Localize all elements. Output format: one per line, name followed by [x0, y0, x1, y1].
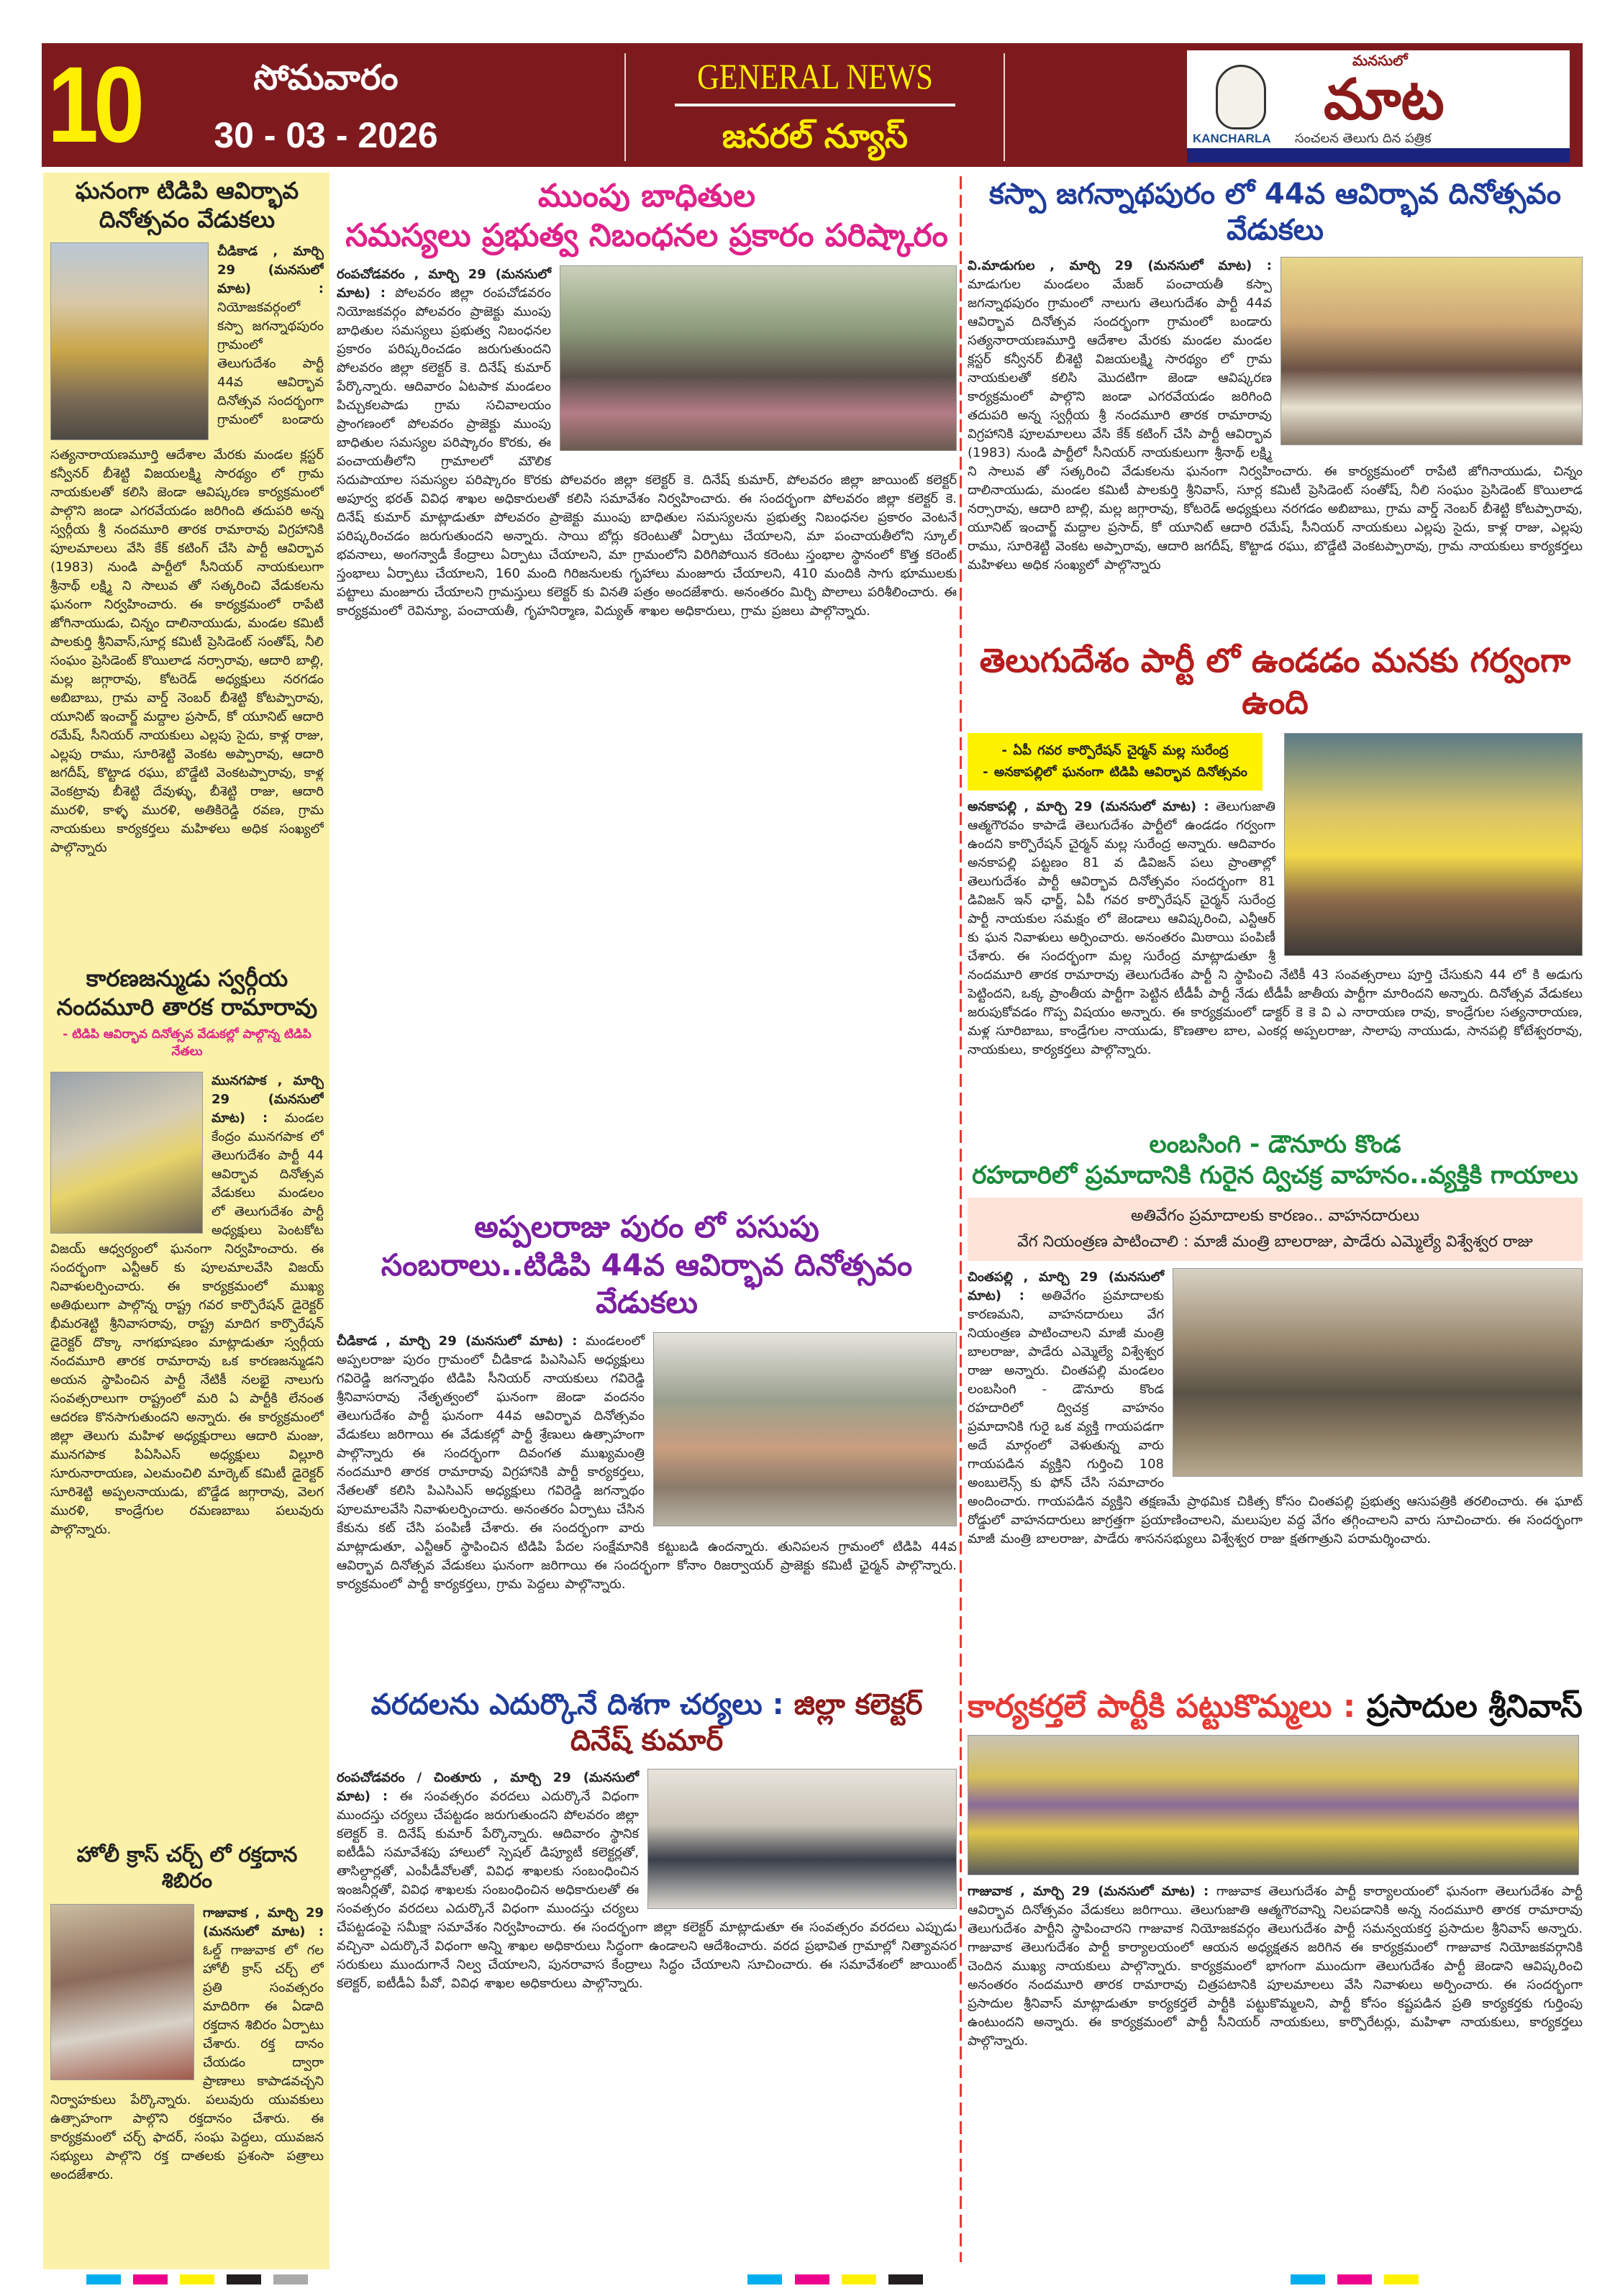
- color-swatch: [842, 2274, 876, 2284]
- print-registration-bar: [0, 2266, 1615, 2294]
- color-swatch: [180, 2274, 214, 2284]
- masthead: [42, 43, 1583, 167]
- issue-date: 30 - 03 - 2026: [214, 115, 438, 155]
- article-flood-victims: [337, 176, 957, 1194]
- headline-part-1: కార్యకర్తలే పార్టీకి పట్టుకొమ్మలు :: [968, 1688, 1356, 1725]
- section-title-telugu: జనరల్ న్యూస్: [722, 117, 909, 155]
- article-workers-backbone: [968, 1687, 1583, 2262]
- subheadline: - టిడిపి ఆవిర్భావ దినోత్సవ వేడుకల్లో పాల్గొన్న టిడిపి నేతలు: [63, 1027, 311, 1059]
- quote-line: అతివేగం ప్రమాదాలకు కారణం.. వాహనదారులు: [1130, 1207, 1419, 1225]
- logo-bar: [1187, 148, 1570, 163]
- article-bike-accident: [968, 1129, 1583, 1676]
- divider: [675, 104, 955, 106]
- column-separator: [960, 176, 962, 2262]
- logo-title: మాట: [1324, 68, 1445, 132]
- weekday: సోమవారం: [253, 58, 399, 98]
- dateline: రంపచోడవరం / చింతూరు , మార్చి 29 (మనసులో మాట) :: [337, 1770, 639, 1804]
- headline: హోలీ క్రాస్ చర్చ్ లో రక్తదాన శిబిరం: [76, 1842, 298, 1893]
- article-body: గాజువాక తెలుగుదేశం పార్టీ కార్యాలయంలో ఘనంగా తెలుగుదేశం పార్టీ ఆవిర్భావ దినోత్సవం వేడుకలు జరిగాయి. తెలుగుజాతి ఆత్మగౌరవాన్ని నిలపడానికి అన్న నందమూరి తారక రామారావు తెలుగుదేశం పార్టీని స్థాపించారని గాజువాక నియోజకవర్గం తెలుగుదేశం పార్టీ సమన్వయకర్త ప్రసాదుల శ్రీనివాస్ అన్నారు. గాజువాక తెలుగుదేశం పార్టీ కార్యాలయంలో ఆయన అధ్యక్షతన జరిగిన ఈ కార్యక్రమంలో గాజువాక నియోజకవర్గానికి చెందిన ముఖ్య నాయకులు పాల్గొన్నారు. కార్యక్రమంలో భాగంగా ముందుగా తెలుగుదేశం పార్టీ జెండాని ఆవిష్కరించి అనంతరం నందమూరి తారక రామారావు చిత్రపటానికి పూలమాలలు వేసి నివాళులు అర్పించారు. ఈ సందర్భంగా ప్రసాదుల శ్రీనివాస్ మాట్లాడుతూ కార్యకర్తలే పార్టీకి పట్టుకొమ్మలని, పార్టీ కోసం కష్టపడిన ప్రతి కార్యకర్తకు గుర్తింపు ఉంటుందని అన్నారు. ఈ కార్యక్రమంలో పార్టీ సీనియర్ నాయకులు, కార్పొరేటర్లు, మహిళా నాయకులు, కార్యకర్తలు పాల్గొన్నారు.: [968, 1884, 1583, 2049]
- color-swatch: [273, 2274, 308, 2284]
- article-body: ఈ సంవత్సరం వరదలు ఎదుర్కొనే విధంగా ముందస్తు చర్యలు చేపట్టడం జరుగుతుందని పోలవరం జిల్లా కలెక్టర్ కె. దినేష్ కుమార్ పేర్కొన్నారు. ఆదివారం స్థానిక ఐటీడీఏ సమావేశపు హాలులో స్పెషల్ డిప్యూటీ కలెక్టర్లతో, తాసిల్దార్లతో, ఎంపీడీవోలతో, వివిధ శాఖలకు సంబంధించిన ఇంజనీర్లతో, వివిధ శాఖలకు సంబంధించిన అధికారులతో ఈ సంవత్సరం వరదలు ఎదుర్కొనే విధంగా ముందస్తు చర్యలు చేపట్టడంపై సమీక్షా సమావేశం నిర్వహించారు. ఈ సందర్భంగా జిల్లా కలెక్టర్ మాట్లాడుతూ ఈ సంవత్సరం వరదలు ఎప్పుడు వచ్చినా ఎదుర్కొనే విధంగా అన్ని శాఖల అధికారులు సిద్ధంగా ఉండాలని ఆదేశించారు. వరద ప్రభావిత గ్రామాల్లో నిత్యావసర సరుకులు ముందుగానే నిల్వ చేయాలని, పునరావాస కేంద్రాలు సిద్ధం చేయాలని సూచించారు. ఈ సమావేశంలో జాయింట్ కలెక్టర్, ఐటీడీఏ పీవో, వివిధ శాఖల అధికారులు పాల్గొన్నారు.: [337, 1789, 957, 1991]
- color-swatch: [86, 2274, 121, 2284]
- accident-site-photo: [1173, 1268, 1583, 1477]
- headline-line-1: లంబసింగి - డౌనూరు కొండ: [1149, 1130, 1401, 1159]
- divider: [624, 53, 626, 161]
- color-swatch: [1291, 2274, 1325, 2284]
- article-body: మండల కేంద్రం మునగపాక లో తెలుగుదేశం పార్టీ 44 ఆవిర్భావ దినోత్సవ వేడుకలు మండలం లో తెలుగుదేశం పార్టీ అధ్యక్షులు పెంటకోట విజయ్ ఆధ్వర్యంలో ఘనంగా నిర్వహించారు. ఈ సందర్భంగా ఎన్టీఆర్ కు పూలమాలవేసి విజయ్ నివాళులర్పించారు. ఈ కార్యక్రమంలో ముఖ్య అతిథులుగా పాల్గొన్న రాష్ట్ర గవర కార్పొరేషన్ డైరెక్టర్ భీమరశెట్టి శ్రీనివాసరావు, రాష్ట్ర మాదిగ కార్పొరేషన్ డైరెక్టర్ దొక్కా నాగభూషణం మాట్లాడుతూ స్వర్గీయ నందమూరి తారక రామారావు ఒక కారణజన్ముడని అయన స్థాపించిన పార్టీ నేటికీ నలభై నాలుగు సంవత్సరాలుగా రాష్ట్రంలో మరి ఏ పార్టీకి లేనంత ఆదరణ కొనసాగుతుందని అన్నారు. ఈ కార్యక్రమంలో జిల్లా తెలుగు మహిళ అధ్యక్షురాలు ఆదారి మంజు, మునగపాక పిఏసిఎస్ అధ్యక్షులు విల్లూరి సూరునారాయణ, ఎలమంచిలి మార్కెట్ కమిటీ డైరెక్టర్ సూరిశెట్టి అప్పలనాయుడు, బొడ్డేడ జగ్గారావు, వెలగ మురళి, కాండ్రేగుల రమణబాబు పలువురు పాల్గొన్నారు.: [50, 1111, 324, 1537]
- dateline: అనకాపల్లి , మార్చి 29 (మనసులో మాట) :: [968, 799, 1209, 814]
- headline: తెలుగుదేశం పార్టీ లో ఉండడం మనకు గర్వంగా ఉంది: [979, 641, 1571, 721]
- article-flood-preparedness: [337, 1687, 957, 2262]
- ntr-tribute-photo: [1284, 733, 1583, 956]
- color-swatch: [133, 2274, 168, 2284]
- headline-line-2: రహదారిలో ప్రమాదానికి గురైన ద్విచక్ర వాహనం..వ్యక్తికి గాయాలు: [972, 1160, 1578, 1190]
- logo-tagline: సంచలన తెలుగు దిన పత్రిక: [1295, 131, 1432, 146]
- headline-line-2: సమస్యలు ప్రభుత్వ నిబంధనల ప్రకారం పరిష్కారం: [345, 217, 948, 254]
- highlight: - అనకాపల్లిలో ఘనంగా టిడిపి ఆవిర్భావ దినోత్సవం: [983, 765, 1247, 780]
- headline-line-1: అప్పలరాజు పురం లో పసుపు: [474, 1209, 819, 1244]
- color-swatch: [1337, 2274, 1372, 2284]
- headline-line-2: సంబరాలు..టిడిపి 44వ ఆవిర్భావ దినోత్సవం వేడుకలు: [381, 1247, 913, 1320]
- dateline: చీడికాడ , మార్చి 29 (మనసులో మాట) :: [217, 244, 324, 296]
- article-body: పోలవరం జిల్లా రంపచోడవరం నియోజకవర్గం పోలవరం ప్రాజెక్టు ముంపు బాధితుల సమస్యలు ప్రభుత్వ నిబంధనల ప్రకారం పరిష్కరించడం జరుగుతుందని పోలవరం జిల్లా కలెక్టర్ కె. దినేష్ కుమార్ పేర్కొన్నారు. ఆదివారం ఏటపాక మండలం పిచ్చుకలపాడు గ్రామ సచివాలయం ప్రాంగణంలో పోలవరం ప్రాజెక్టు ముంపు బాధితుల సమస్యల పరిష్కారం కొరకు, ఈ పంచాయతీలోని గ్రామాలలో మౌలిక సదుపాయాల సమస్యల పరిష్కారం కొరకు పోలవరం జిల్లా కలెక్టర్ కె. దినేష్ కుమార్, పోలవరం జిల్లా జాయింట్ కలెక్టర్ అపూర్వ భరత్ వివిధ శాఖల అధికారులతో కలిసి సమావేశం నిర్వహించారు. ఈ సందర్భంగా పోలవరం జిల్లా కలెక్టర్ కె. దినేష్ కుమార్ మాట్లాడుతూ పోలవరం ప్రాజెక్టు ముంపు బాధితుల సమస్యలను ప్రభుత్వ నిబంధనల ప్రకారం వెంటనే పరిష్కరించడం జరుగుతుందని అన్నారు. సాయి బోర్లు కరెంటుతో ఏర్పాటు చేయాలని, మా పంచాయతీలోని స్కూల్ భవనాలు, అంగన్వాడీ కేంద్రాలు ఏర్పాటు చేయాలని, మా గ్రామంలోని విరిగిపోయిన కరెంటు స్తంభాల స్థానంలో కొత్త కరెంట్ స్తంభాలు ఏర్పాటు చేయాలని, 160 మంది గిరిజనులకు గృహాలు మంజూరు చేయాలని, 410 మందికి సాగు భూములకు పట్టాలు మంజూరు చేయాలని గ్రామస్తులు కలెక్టర్ కు వినతి పత్రం అందజేశారు. అనంతరం మిర్చి పొలాలు పరిశీలించారు. ఈ కార్యక్రమంలో రెవిన్యూ, పంచాయతీ, గృహనిర్మాణ, విద్యుత్ శాఖల అధికారులు, గ్రామ ప్రజలు పాల్గొన్నారు.: [337, 286, 957, 619]
- color-swatch: [795, 2274, 829, 2284]
- article-body: మాడుగుల మండలం మేజర్ పంచాయతీ కస్పా జగన్నాథపురం గ్రామంలో నాలుగు తెలుగుదేశం పార్టీ 44వ ఆవిర్భావ దినోత్సవ సందర్భంగా గ్రామంలో బండారు సత్యనారాయణమూర్తి ఆదేశాల మేరకు మండల మండల క్లస్టర్ కన్వీనర్ బీశెట్టి విజయలక్ష్మి సారథ్యం లో గ్రామ నాయకులతో కలిసి మొదటిగా జెండా ఆవిష్కరణ కార్యక్రమంలో పాల్గొని జండా ఎగరవేయడం జరిగింది తదుపరి అన్న స్వర్గీయ శ్రీ నందమూరి తారక రామారావు విగ్రహానికి పూలమాలలు వేసి కేక్ కటింగ్ చేసి పార్టీ ఆవిర్భావ (1983) నుండి పార్టీలో సీనియర్ నాయకులుగా శ్రీనాథ్ లక్ష్మి ని సాలువ తో సత్కరించి వేడుకలను ఘనంగా నిర్వహించారు. ఈ కార్యక్రమంలో రాపేటి జోగినాయుడు, చిన్నం దాలినాయుడు, మండల కమిటీ పాలకుర్తి శ్రీనివాస్, సూర్ల కమిటీ ప్రెసిడెంట్ సంతోష్, నీలి సంఘం ప్రెసిడెంట్ కొయిలాడ నర్సారావు, ఆదారి బాల్లి, మల్ల జగ్గారావు, కోటరెడ్ అధ్యక్షులు నరగడం అబిబాబు, గ్రామ వార్డ్ నెంబర్ బీశెట్టి కోటప్పారావు, యూనిట్ ఇంచార్జ్ మద్దాల ప్రసాద్, కో యూనిట్ ఆదారి రమేష్, సీనియర్ నాయకులు ఎల్లపు సైదు, కాళ్ల రాజు, ఎల్లపు రాము, సూరిశెట్టి వెంకట అప్పారావు, ఆదారి జగదీష్, కొట్టాడ రఘు, బొడ్డేటి వెంకటప్పారావు, గ్రామ నాయకులు కార్యకర్తలు మహిళలు అధిక సంఖ్యలో పాల్గొన్నారు: [968, 277, 1583, 573]
- article-body: అతివేగం ప్రమాదాలకు కారణమని, వాహనదారులు వేగ నియంత్రణ పాటించాలని మాజీ మంత్రి బాలరాజు, పాడేరు ఎమ్మెల్యే విశ్వేశ్వర రాజు అన్నారు. చింతపల్లి మండలం లంబసింగి - డౌనూరు కొండ రహదారిలో ద్విచక్ర వాహనం ప్రమాదానికి గురై ఒక వ్యక్తి గాయపడగా అదే మార్గంలో వెళుతున్న వారు గాయపడిన వ్యక్తిని గుర్తించి 108 అంబులెన్స్ కు ఫోన్ చేసి సమాచారం అందించారు. గాయపడిన వ్యక్తిని తక్షణమే ప్రాథమిక చికిత్స కోసం చింతపల్లి ప్రభుత్వ ఆసుపత్రికి తరలించారు. ఈ ఘాట్ రోడ్డులో వాహనదారులు జాగ్రత్తగా ప్రయాణించాలని, మలుపుల వద్ద వేగం తగ్గించాలని వారు సూచించారు. ఈ సందర్భంగా మాజీ మంత్రి బాలరాజు, పాడేరు శాసనసభ్యులు విశ్వేశ్వర రాజు క్షతగాత్రుని పరామర్శించారు.: [968, 1288, 1583, 1546]
- color-swatch: [227, 2274, 261, 2284]
- article-kaspa-jagannathapuram: [968, 176, 1583, 629]
- review-meeting-photo: [647, 1769, 957, 1909]
- headline: ఘనంగా టిడిపి ఆవిర్భావ దినోత్సవం వేడుకలు: [75, 177, 299, 233]
- dateline: చింతపల్లి , మార్చి 29 (మనసులో మాట) :: [968, 1270, 1164, 1303]
- dateline: గాజువాక , మార్చి 29 (మనసులో మాట) :: [968, 1884, 1209, 1899]
- article-proud-in-tdp: [968, 640, 1583, 1115]
- color-swatch: [747, 2274, 782, 2284]
- logo-brand: KANCHARLA: [1193, 132, 1271, 145]
- highlights-box: [968, 733, 1263, 791]
- celebration-photo: [1280, 257, 1583, 445]
- ntr-statue-photo: [50, 1072, 203, 1234]
- party-office-photo: [968, 1735, 1579, 1875]
- newspaper-logo: [1187, 50, 1570, 163]
- ntr-statue-photo: [50, 242, 209, 440]
- blood-donation-photo: [50, 1904, 194, 2080]
- founder-portrait-icon: [1216, 65, 1266, 129]
- article-body: నియోజకవర్గంలో కస్పా జగన్నాథపురం గ్రామంలో తెలుగుదేశం పార్టీ 44వ ఆవిర్భావ దినోత్సవ సందర్భంగా గ్రామంలో బండారు సత్యనారాయణమూర్తి ఆదేశాల మేరకు మండల క్లస్టర్ కన్వీనర్ బీశెట్టి విజయలక్ష్మి సారథ్యం లో గ్రామ నాయకులతో కలిసి జెండా ఆవిష్కరణ కార్యక్రమంలో పాల్గొని జండా ఎగరవేయడం జరిగింది తదుపరి అన్న స్వర్గీయ శ్రీ నందమూరి తారక రామారావు విగ్రహానికి పూలమాలలు వేసి కేక్ కటింగ్ చేసి పార్టీ ఆవిర్భావ (1983) నుండి పార్టీలో సీనియర్ నాయకులుగా శ్రీనాథ్ లక్ష్మి ని సాలువ తో సత్కరించి వేడుకలను ఘనంగా నిర్వహించారు. ఈ కార్యక్రమంలో రాపేటి జోగినాయుడు, చిన్నం దాలినాయుడు, మండల కమిటీ పాలకుర్తి శ్రీనివాస్,సూర్ల కమిటీ ప్రెసిడెంట్ సంతోష్, నీలి సంఘం ప్రెసిడెంట్ కొయిలాడ నర్సారావు, ఆదారి బాల్లి, మల్ల జగ్గారావు, కోటరెడ్ అధ్యక్షులు నరగడం అబిబాబు, గ్రామ వార్డ్ నెంబర్ బీశెట్టి కోటప్పారావు, యూనిట్ ఇంచార్జ్ మద్దాల ప్రసాద్, కో యూనిట్ ఆదారి రమేష్, సీనియర్ నాయకులు ఎల్లపు సైదు, కాళ్ల రాజు, ఎల్లపు రాము, సూరిశెట్టి వెంకట అప్పారావు, ఆదారి జగదీష్, కొట్టాడ రఘు, బొడ్డేటి వెంకటప్పారావు, కాళ్ల వెంకట్రావు బీశెట్టి దేవుళ్ళు, బీశెట్టి రాజు, ఆదారి మురళి, కాళ్ళ మురళి, అతికిరెడ్డి రవణ, గ్రామ నాయకులు కార్యకర్తలు మహిళలు అధిక సంఖ్యలో పాల్గొన్నారు: [50, 300, 324, 855]
- dateline: గాజువాక , మార్చి 29 (మనసులో మాట) :: [203, 1905, 324, 1939]
- quote-box: [968, 1198, 1583, 1261]
- collector-meeting-photo: [560, 265, 957, 451]
- article-body: మండలంలో అప్పలరాజు పురం గ్రామంలో చీడికాడ పిఎసిఎస్ అధ్యక్షులు గవిరెడ్డి జగన్నాథం టిడిపి సీనియర్ నాయకులు గవిరెడ్డి శ్రీనివాసరావు నేతృత్వంలో ఘనంగా జెండా వందనం తెలుగుదేశం పార్టీ ఘనంగా 44వ ఆవిర్భావ దినోత్సవం వేడుకలు జరిగాయి ఈ వేడుకల్లో పార్టీ శ్రేణులు ఉత్సాహంగా పాల్గొన్నారు ఈ సందర్భంగా దివంగత ముఖ్యమంత్రి నందమూరి తారక రామారావు విగ్రహానికి పార్టీ కార్యకర్తలు, నేతలతో కలిసి పిఎసిఎస్ అధ్యక్షులు గవిరెడ్డి జగన్నాథం పూలమాలవేసి నివాళులర్పించారు. అనంతరం ఏర్పాటు చేసిన కేకును కట్ చేసి పంపిణీ చేశారు. ఈ సందర్భంగా వారు మాట్లాడుతూ, ఎన్టీఆర్ స్థాపించిన టిడిపి పేదల సంక్షేమానికి కట్టుబడి ఉందన్నారు. తునిపలన గ్రామంలో టిడిపి 44వ ఆవిర్భావ దినోత్సవ వేడుకలు ఘనంగా జరిగాయి ఈ సందర్భంగా కోనాం రిజర్వాయర్ ప్రాజెక్టు కమిటీ ఛైర్మన్ పాల్గొన్నారు. కార్యక్రమంలో పార్టీ కార్యకర్తలు, గ్రామ పెద్దలు పాల్గొన్నారు.: [337, 1333, 957, 1592]
- dateline: రంపచోడవరం , మార్చి 29 (మనసులో మాట) :: [337, 267, 551, 301]
- color-swatch: [888, 2274, 923, 2284]
- article-tdp-formation-day: [50, 176, 324, 953]
- logo-prefix: మనసులో: [1352, 52, 1408, 69]
- section-title-english: GENERAL NEWS: [697, 56, 933, 96]
- article-body: ఓల్డ్ గాజువాక లో గల హోలీ క్రాస్ చర్చ్ లో ప్రతి సంవత్సరం మాదిరిగా ఈ ఏడాది రక్తదాన శిబిరం ఏర్పాటు చేశారు. రక్త దానం చేయడం ద్వారా ప్రాణాలు కాపాడవచ్చని నిర్వాహకులు పేర్కొన్నారు. పలువురు యువకులు ఉత్సాహంగా పాల్గొని రక్తదానం చేశారు. ఈ కార్యక్రమంలో చర్చ్ ఫాదర్, సంఘ పెద్దలు, యువజన సభ్యులు పాల్గొని రక్త దాతలకు ప్రశంసా పత్రాలు అందజేశారు.: [50, 1942, 324, 2182]
- headline-part-1: వరదలను ఎదుర్కొనే దిశగా చర్యలు :: [370, 1688, 784, 1721]
- quote-line: వేగ నియంత్రణ పాటించాలి : మాజీ మంత్రి బాలరాజు, పాడేరు ఎమ్మెల్యే విశ్వేశ్వర రాజు: [1017, 1233, 1533, 1251]
- headline: కస్పా జగన్నాథపురం లో 44వ ఆవిర్భావ దినోత్సవం వేడుకలు: [989, 178, 1561, 247]
- headline-line-1: ముంపు బాధితుల: [537, 178, 756, 214]
- page-number: 10: [47, 44, 140, 165]
- highlight: - ఏపీ గవర కార్పొరేషన్ చైర్మన్ మల్ల సురేంద్ర: [1001, 743, 1229, 758]
- divider: [1004, 53, 1005, 161]
- article-body: తెలుగుజాతి ఆత్మగౌరవం కాపాడే తెలుగుదేశం పార్టీలో ఉండడం గర్వంగా ఉందని కార్పొరేషన్ చైర్మన్ మల్ల సురేంద్ర అన్నారు. ఆదివారం అనకాపల్లి పట్టణం 81 వ డివిజన్ పలు ప్రాంతాల్లో తెలుగుదేశం పార్టీ ఆవిర్భావ దినోత్సవం సందర్భంగా 81 డివిజన్ ఇన్ ఛార్జ్, ఏపీ గవర కార్పొరేషన్ చైర్మన్ సురేంద్ర పార్టీ నాయకుల సమక్షం లో జెండాలు ఆవిష్కరించి, ఎన్టీఆర్ కు ఘన నివాళులు అర్పించారు. అనంతరం మిఠాయి పంపిణీ చేశారు. ఈ సందర్భంగా మల్ల సురేంద్ర మాట్లాడుతూ శ్రీ నందమూరి తారక రామారావు తెలుగుదేశం పార్టీ ని స్థాపించి నేటికీ 43 సంవత్సరాలు పూర్తి చేసుకుని 44 లో కి అడుగు పెట్టిందని, ఒక్క ప్రాంతీయ పార్టీగా పెట్టిన టీడీపీ పార్టీ నేడు టీడీపీ జాతీయ పార్టీగా మారిందని అన్నారు. దినోత్సవ వేడుకలు జరుపుకోవడం గొప్ప విషయం అన్నారు. ఈ కార్యక్రమంలో డాక్టర్ కె కె వి ఎ నారాయణ రావు, కాండ్రేగుల సత్యనారాయణ, మళ్ల సూరిబాబు, కాండ్రేగుల నాయుడు, కొణతాల బాల, ఎంకర్ల అప్పలరాజు, సాలాపు నాయుడు, సానపల్లి కోటేశ్వరరావు, నాయకులు, కార్యకర్తలు పాల్గొన్నారు.: [968, 799, 1583, 1057]
- dateline: మునగపాక , మార్చి 29 (మనసులో మాట) :: [211, 1073, 324, 1126]
- article-blood-donation: [50, 1841, 324, 2262]
- headline: కారణజన్ముడు స్వర్గీయ నందమూరి తారక రామారావు: [56, 965, 318, 1021]
- headline-part-2: జిల్లా కలెక్టర్ దినేష్ కుమార్: [570, 1688, 923, 1757]
- color-swatch: [1384, 2274, 1419, 2284]
- dateline: వి.మాడుగుల , మార్చి 29 (మనసులో మాట) :: [968, 258, 1272, 273]
- party-gathering-photo: [653, 1332, 957, 1526]
- dateline: చీడికాడ , మార్చి 29 (మనసులో మాట) :: [337, 1333, 578, 1349]
- article-ntr-tribute: [50, 964, 324, 1820]
- headline-part-2: ప్రసాదుల శ్రీనివాస్: [1366, 1688, 1583, 1725]
- article-appalarajupuram: [337, 1208, 957, 1676]
